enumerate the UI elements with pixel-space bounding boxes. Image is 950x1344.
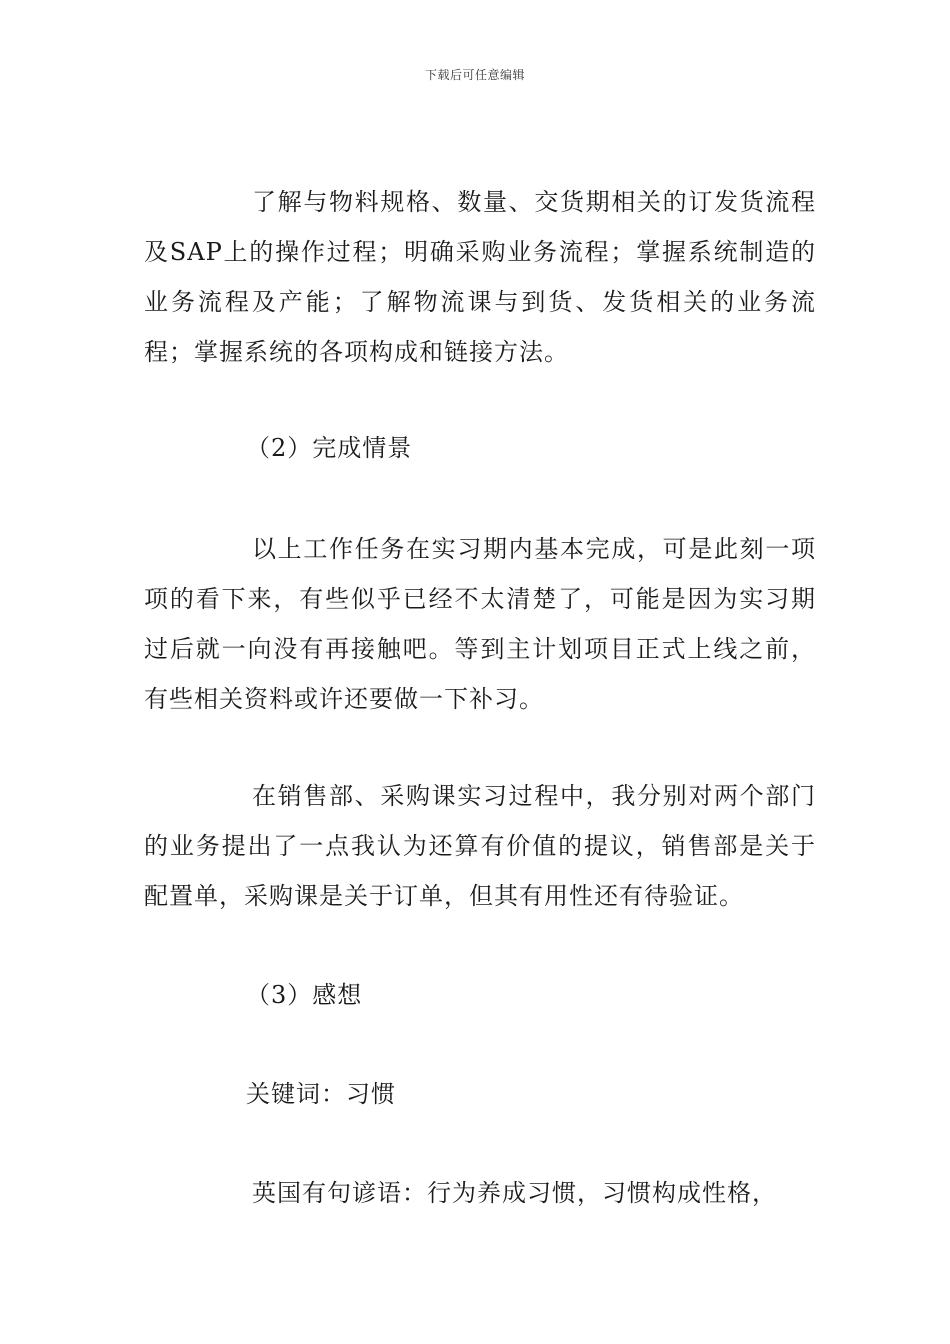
page-header: 下载后可任意编辑 <box>424 68 525 82</box>
paragraph-suggestions: 在销售部、采购课实习过程中，我分别对两个部门的业务提出了一点我认为还算有价值的提议，销售部是关于配置单，采购课是关于订单，但其有用性还有待验证。 <box>144 782 816 910</box>
paragraph-completion-status: 以上工作任务在实习期内基本完成，可是此刻一项项的看下来，有些似乎已经不太清楚了，可能是因为实习期过后就一向没有再接触吧。等到主计划项目正式上线之前，有些相关资料或许还要做一下补习。 <box>144 535 816 713</box>
paragraph-proverb: 英国有句谚语：行为养成习惯，习惯构成性格， <box>252 1179 777 1207</box>
keywords-line: 关键词：习惯 <box>246 1080 396 1108</box>
section-heading-reflection: （3）感想 <box>246 981 363 1009</box>
section-heading-completion: （2）完成情景 <box>246 434 413 462</box>
paragraph-process-understanding: 了解与物料规格、数量、交货期相关的订发货流程及SAP上的操作过程；明确采购业务流程；掌握系统制造的业务流程及产能；了解物流课与到货、发货相关的业务流程；掌握系统的各项构成和链接方法。 <box>144 188 816 366</box>
